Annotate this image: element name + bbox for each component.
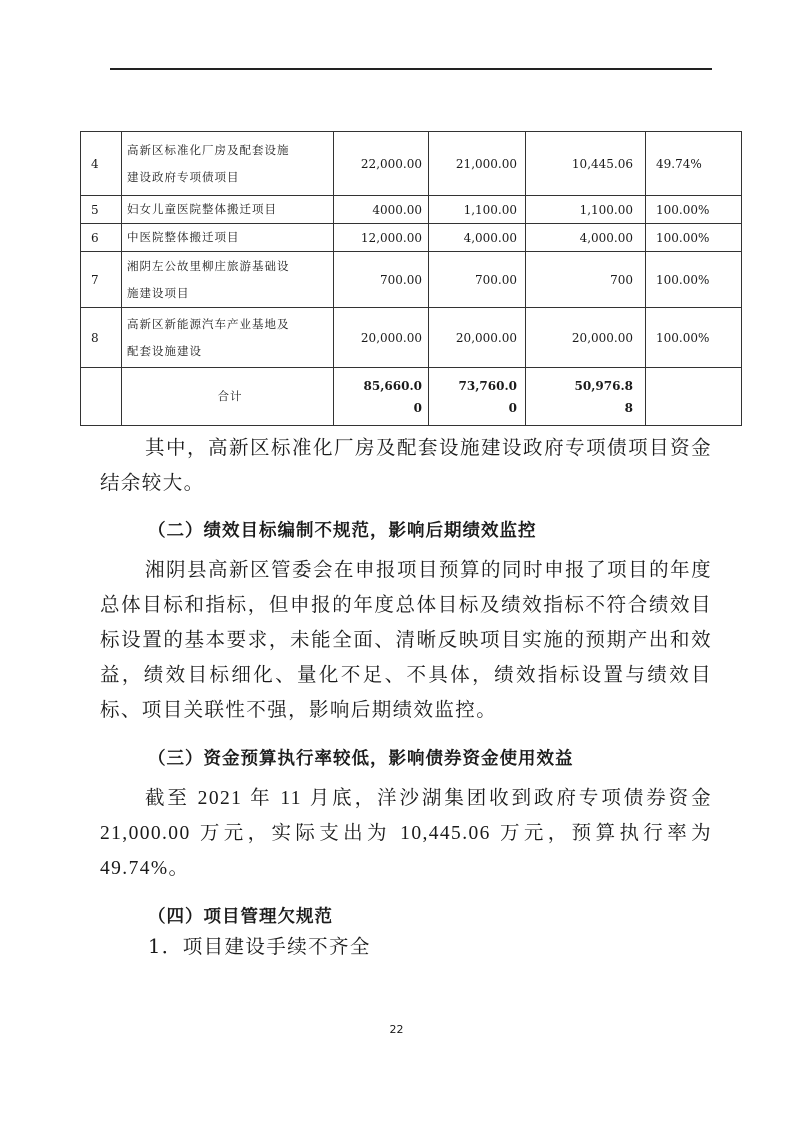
spent-amount: 10,445.06 (526, 132, 646, 196)
project-name: 高新区新能源汽车产业基地及 配套设施建设 (122, 308, 334, 368)
row-number: 7 (81, 252, 122, 308)
received-amount: 1,100.00 (429, 196, 526, 224)
total-budget: 85,660.0 0 (334, 368, 429, 426)
row-number: 5 (81, 196, 122, 224)
received-amount: 20,000.00 (429, 308, 526, 368)
section-heading-4: （四）项目管理欠规范 (148, 907, 333, 927)
budget-amount: 700.00 (334, 252, 429, 308)
header-rule (110, 68, 712, 70)
budget-amount: 22,000.00 (334, 132, 429, 196)
spent-amount: 20,000.00 (526, 308, 646, 368)
subsection-item-1: 1．项目建设手续不齐全 (148, 935, 371, 958)
project-name: 中医院整体搬迁项目 (122, 224, 334, 252)
received-amount: 700.00 (429, 252, 526, 308)
execution-rate: 100.00% (646, 196, 742, 224)
section-heading-2: （二）绩效目标编制不规范，影响后期绩效监控 (148, 521, 537, 541)
table-row (81, 308, 742, 368)
row-number: 6 (81, 224, 122, 252)
project-name: 高新区标准化厂房及配套设施 建设政府专项债项目 (122, 132, 334, 196)
project-fund-table (80, 131, 742, 426)
table-row (81, 196, 742, 224)
spent-amount: 700 (526, 252, 646, 308)
execution-rate: 100.00% (646, 224, 742, 252)
project-name: 妇女儿童医院整体搬迁项目 (122, 196, 334, 224)
paragraph-budget-execution: 截至 2021 年 11 月底，洋沙湖集团收到政府专项债券资金 21,000.00 万元，实际支出为 10,445.06 万元，预算执行率为 49.74%。 (100, 788, 712, 879)
total-received: 73,760.0 0 (429, 368, 526, 426)
paragraph-fund-balance: 其中，高新区标准化厂房及配套设施建设政府专项债项目资金结余较大。 (100, 436, 712, 494)
total-row (81, 368, 742, 426)
row-number: 4 (81, 132, 122, 196)
spent-amount: 1,100.00 (526, 196, 646, 224)
received-amount: 21,000.00 (429, 132, 526, 196)
section-heading-3: （三）资金预算执行率较低，影响债券资金使用效益 (148, 749, 574, 769)
budget-amount: 20,000.00 (334, 308, 429, 368)
table-row (81, 252, 742, 308)
execution-rate: 100.00% (646, 308, 742, 368)
total-spent: 50,976.8 8 (526, 368, 646, 426)
budget-amount: 4000.00 (334, 196, 429, 224)
row-number: 8 (81, 308, 122, 368)
page-number: 22 (389, 1023, 404, 1036)
paragraph-performance-goals: 湘阴县高新区管委会在申报项目预算的同时申报了项目的年度总体目标和指标，但申报的年度总体目标及绩效指标不符合绩效目标设置的基本要求，未能全面、清晰反映项目实施的预期产出和效益，绩效目标细化、量化不足、不具体，绩效指标设置与绩效目标、项目关联性不强，影响后期绩效监控。 (100, 558, 712, 721)
table-row (81, 224, 742, 252)
budget-amount: 12,000.00 (334, 224, 429, 252)
project-name: 湘阴左公故里柳庄旅游基础设 施建设项目 (122, 252, 334, 308)
execution-rate: 49.74% (646, 132, 742, 196)
execution-rate: 100.00% (646, 252, 742, 308)
received-amount: 4,000.00 (429, 224, 526, 252)
total-label: 合计 (122, 368, 334, 426)
spent-amount: 4,000.00 (526, 224, 646, 252)
table-row (81, 132, 742, 196)
